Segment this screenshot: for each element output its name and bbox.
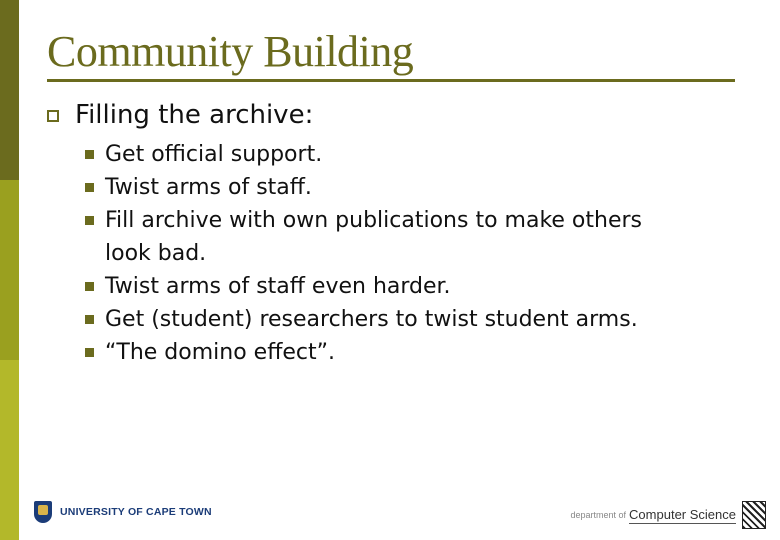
subpoint-text: Get (student) researchers to twist student arms.: [105, 307, 638, 332]
subpoint-item: [85, 204, 725, 270]
square-bullet-icon: [85, 183, 94, 192]
subpoint-text: Twist arms of staff.: [105, 175, 312, 200]
subpoint-list: [85, 138, 725, 369]
main-point-text: Filling the archive:: [75, 100, 314, 130]
title-underline: [47, 79, 735, 82]
subpoint-item: [85, 270, 725, 303]
square-bullet-icon: [85, 150, 94, 159]
crest-icon: [34, 501, 52, 523]
slide-title: Community Building: [47, 27, 414, 76]
left-accent-strip-top: [0, 0, 19, 180]
subpoint-text: Twist arms of staff even harder.: [105, 274, 451, 299]
square-bullet-icon: [85, 216, 94, 225]
university-name: UNIVERSITY OF CAPE TOWN: [60, 506, 212, 518]
department-prefix: department of: [570, 510, 627, 520]
subpoint-text: Fill archive with own publications to make others: [105, 208, 643, 233]
hollow-square-bullet-icon: [47, 110, 59, 122]
square-bullet-icon: [85, 315, 94, 324]
department-emblem-icon: [742, 501, 766, 529]
square-bullet-icon: [85, 282, 94, 291]
department-logo: [571, 500, 767, 530]
subpoint-item: [85, 138, 725, 171]
subpoint-item: [85, 303, 725, 336]
subpoint-text-continuation: look bad.: [105, 241, 207, 266]
subpoint-item: [85, 336, 725, 369]
square-bullet-icon: [85, 348, 94, 357]
left-accent-strip-bottom: [0, 360, 19, 540]
subpoint-text: “The domino effect”.: [105, 340, 336, 365]
subpoint-text: Get official support.: [105, 142, 323, 167]
left-accent-strip-middle: [0, 180, 19, 360]
subpoint-item: [85, 171, 725, 204]
university-logo: [34, 500, 212, 524]
department-name: Computer Science: [629, 506, 736, 522]
